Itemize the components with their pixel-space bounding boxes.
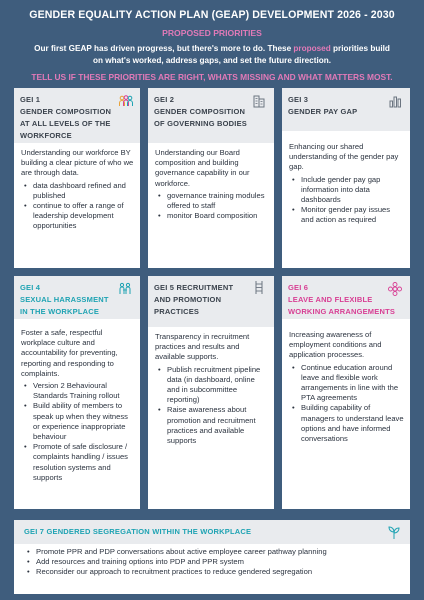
list-item: • monitor Board composition: [167, 211, 268, 221]
list-item: • Reconsider our approach to recruitment practices to reduce gendered segregation: [36, 567, 402, 577]
card-title-line: PRACTICES: [154, 307, 200, 316]
card-header: [14, 88, 140, 143]
card-gei-4: [14, 276, 140, 509]
card-title-line: AT ALL LEVELS OF THE: [20, 119, 111, 128]
card-header: [282, 276, 410, 319]
people-group-icon: [118, 93, 134, 109]
card-title-line: SEXUAL HARASSMENT: [20, 295, 109, 304]
card-gei-6: [282, 276, 410, 509]
list-item: • Include gender pay gap information into data dashboards: [301, 175, 404, 206]
card-body: [21, 148, 134, 232]
card-header: [14, 520, 410, 544]
card-title-line: GEI 1: [20, 95, 41, 104]
card-intro: Transparency in recruitment practices and results and available supports.: [155, 332, 250, 362]
card-intro: Increasing awareness of employment conditions and application processes.: [289, 330, 382, 360]
intro-text: [6, 43, 418, 67]
card-body: [289, 330, 404, 444]
card-title-line: GEI 5 RECRUITMENT: [154, 283, 234, 292]
card-header: [14, 276, 140, 319]
card-title-line: AND PROMOTION: [154, 295, 222, 304]
card-title-line: GEI 3: [288, 95, 309, 104]
page-subtitle: PROPOSED PRIORITIES: [162, 28, 262, 38]
card-bullets: [155, 365, 268, 447]
list-item: • Building capability of managers to understand leave options and have informed conversations: [301, 403, 404, 444]
ladder-icon: [251, 279, 267, 295]
card-body: [289, 142, 404, 226]
card-body: [21, 328, 134, 483]
building-icon: [251, 93, 267, 109]
page-title: GENDER EQUALITY ACTION PLAN (GEAP) DEVELOPMENT 2026 - 2030: [29, 9, 395, 21]
card-title-line: GENDER PAY GAP: [288, 107, 358, 116]
card-title: [20, 94, 111, 142]
card-gei-3: [282, 88, 410, 268]
list-item: • Version 2 Behavioural Standards Training rollout: [33, 381, 134, 401]
card-bullets: [289, 175, 404, 226]
card-body: [24, 547, 402, 578]
card-title-line: GEI 6: [288, 283, 309, 292]
card-title: [20, 282, 109, 318]
flower-icon: [387, 281, 403, 297]
list-item: • Raise awareness about promotion and recruitment practices and available supports: [167, 405, 268, 446]
shield-people-icon: [117, 281, 133, 297]
list-item: • Continue education around leave and flexible work arrangements in line with the PTA agreements: [301, 363, 404, 404]
card-bullets: [21, 381, 134, 483]
card-title-line: WORKFORCE: [20, 131, 72, 140]
list-item: • Monitor gender pay issues and action as required: [301, 205, 404, 225]
list-item: • Publish recruitment pipeline data (in dashboard, online and in subcommittee reporting): [167, 365, 268, 406]
intro-highlight: proposed: [293, 44, 331, 53]
card-gei-1: [14, 88, 140, 268]
card-title: [154, 282, 233, 318]
card-title-line: GEI 4: [20, 283, 41, 292]
list-item: • Add resources and training options into PDP and PPR system: [36, 557, 402, 567]
card-intro: Understanding our workforce BY building a clear picture of who we are through data.: [21, 148, 134, 178]
intro-part: Our first GEAP has driven progress, but there's more to do. These: [34, 44, 294, 53]
card-header: [148, 88, 274, 143]
card-gei-5: [148, 276, 274, 509]
card-title: [154, 94, 247, 130]
card-gei-7: [14, 520, 410, 594]
list-item: • data dashboard refined and published: [33, 181, 134, 201]
card-intro: Enhancing our shared understanding of the gender pay gap.: [289, 142, 399, 172]
card-body: [155, 148, 268, 221]
card-gei-2: [148, 88, 274, 268]
card-title-line: WORKING ARRANGEMENTS: [288, 307, 396, 316]
card-bullets: [155, 191, 268, 222]
sprout-icon: [386, 524, 402, 540]
card-title-line: GEI 2: [154, 95, 175, 104]
list-item: • Promote PPR and PDP conversations about active employee career pathway planning: [36, 547, 402, 557]
bar-chart-icon: [387, 93, 403, 109]
list-item: • governance training modules offered to staff: [167, 191, 268, 211]
card-header: [282, 88, 410, 131]
card-title-line: OF GOVERNING BODIES: [154, 119, 247, 128]
card-title-line: GENDER COMPOSITION: [154, 107, 246, 116]
card-title: [288, 94, 357, 118]
list-item: • continue to offer a range of leadership development opportunities: [33, 201, 134, 232]
card-bullets: [289, 363, 404, 445]
card-body: [155, 332, 268, 446]
card-bullets: [21, 181, 134, 232]
card-title: [288, 282, 395, 318]
list-item: • Build ability of members to speak up when they witness or experience inappropriate behaviour: [33, 401, 134, 442]
card-intro: Understanding our Board composition and building governance capability in our workforce.: [155, 148, 250, 188]
card-title-line: LEAVE AND FLEXIBLE: [288, 295, 373, 304]
card-intro: Foster a safe, respectful workplace culture and accountability for preventing, reporting and responding to complaints.: [21, 328, 118, 378]
card-title-line: GENDER COMPOSITION: [20, 107, 112, 116]
card-title-line: IN THE WORKPLACE: [20, 307, 100, 316]
intro-part: priorities build: [330, 44, 390, 53]
card-header: [148, 276, 274, 327]
intro-line-2: on what's worked, address gaps, and set the future direction.: [92, 56, 332, 65]
card-title: GEI 7 GENDERED SEGREGATION WITHIN THE WORKPLACE: [24, 527, 252, 536]
callout-text: TELL US IF THESE PRIORITIES ARE RIGHT, WHATS MISSING AND WHAT MATTERS MOST.: [31, 72, 393, 82]
card-bullets: [24, 547, 402, 578]
list-item: • Promote of safe disclosure / complaints handling / issues resolution systems and supports: [33, 442, 134, 483]
